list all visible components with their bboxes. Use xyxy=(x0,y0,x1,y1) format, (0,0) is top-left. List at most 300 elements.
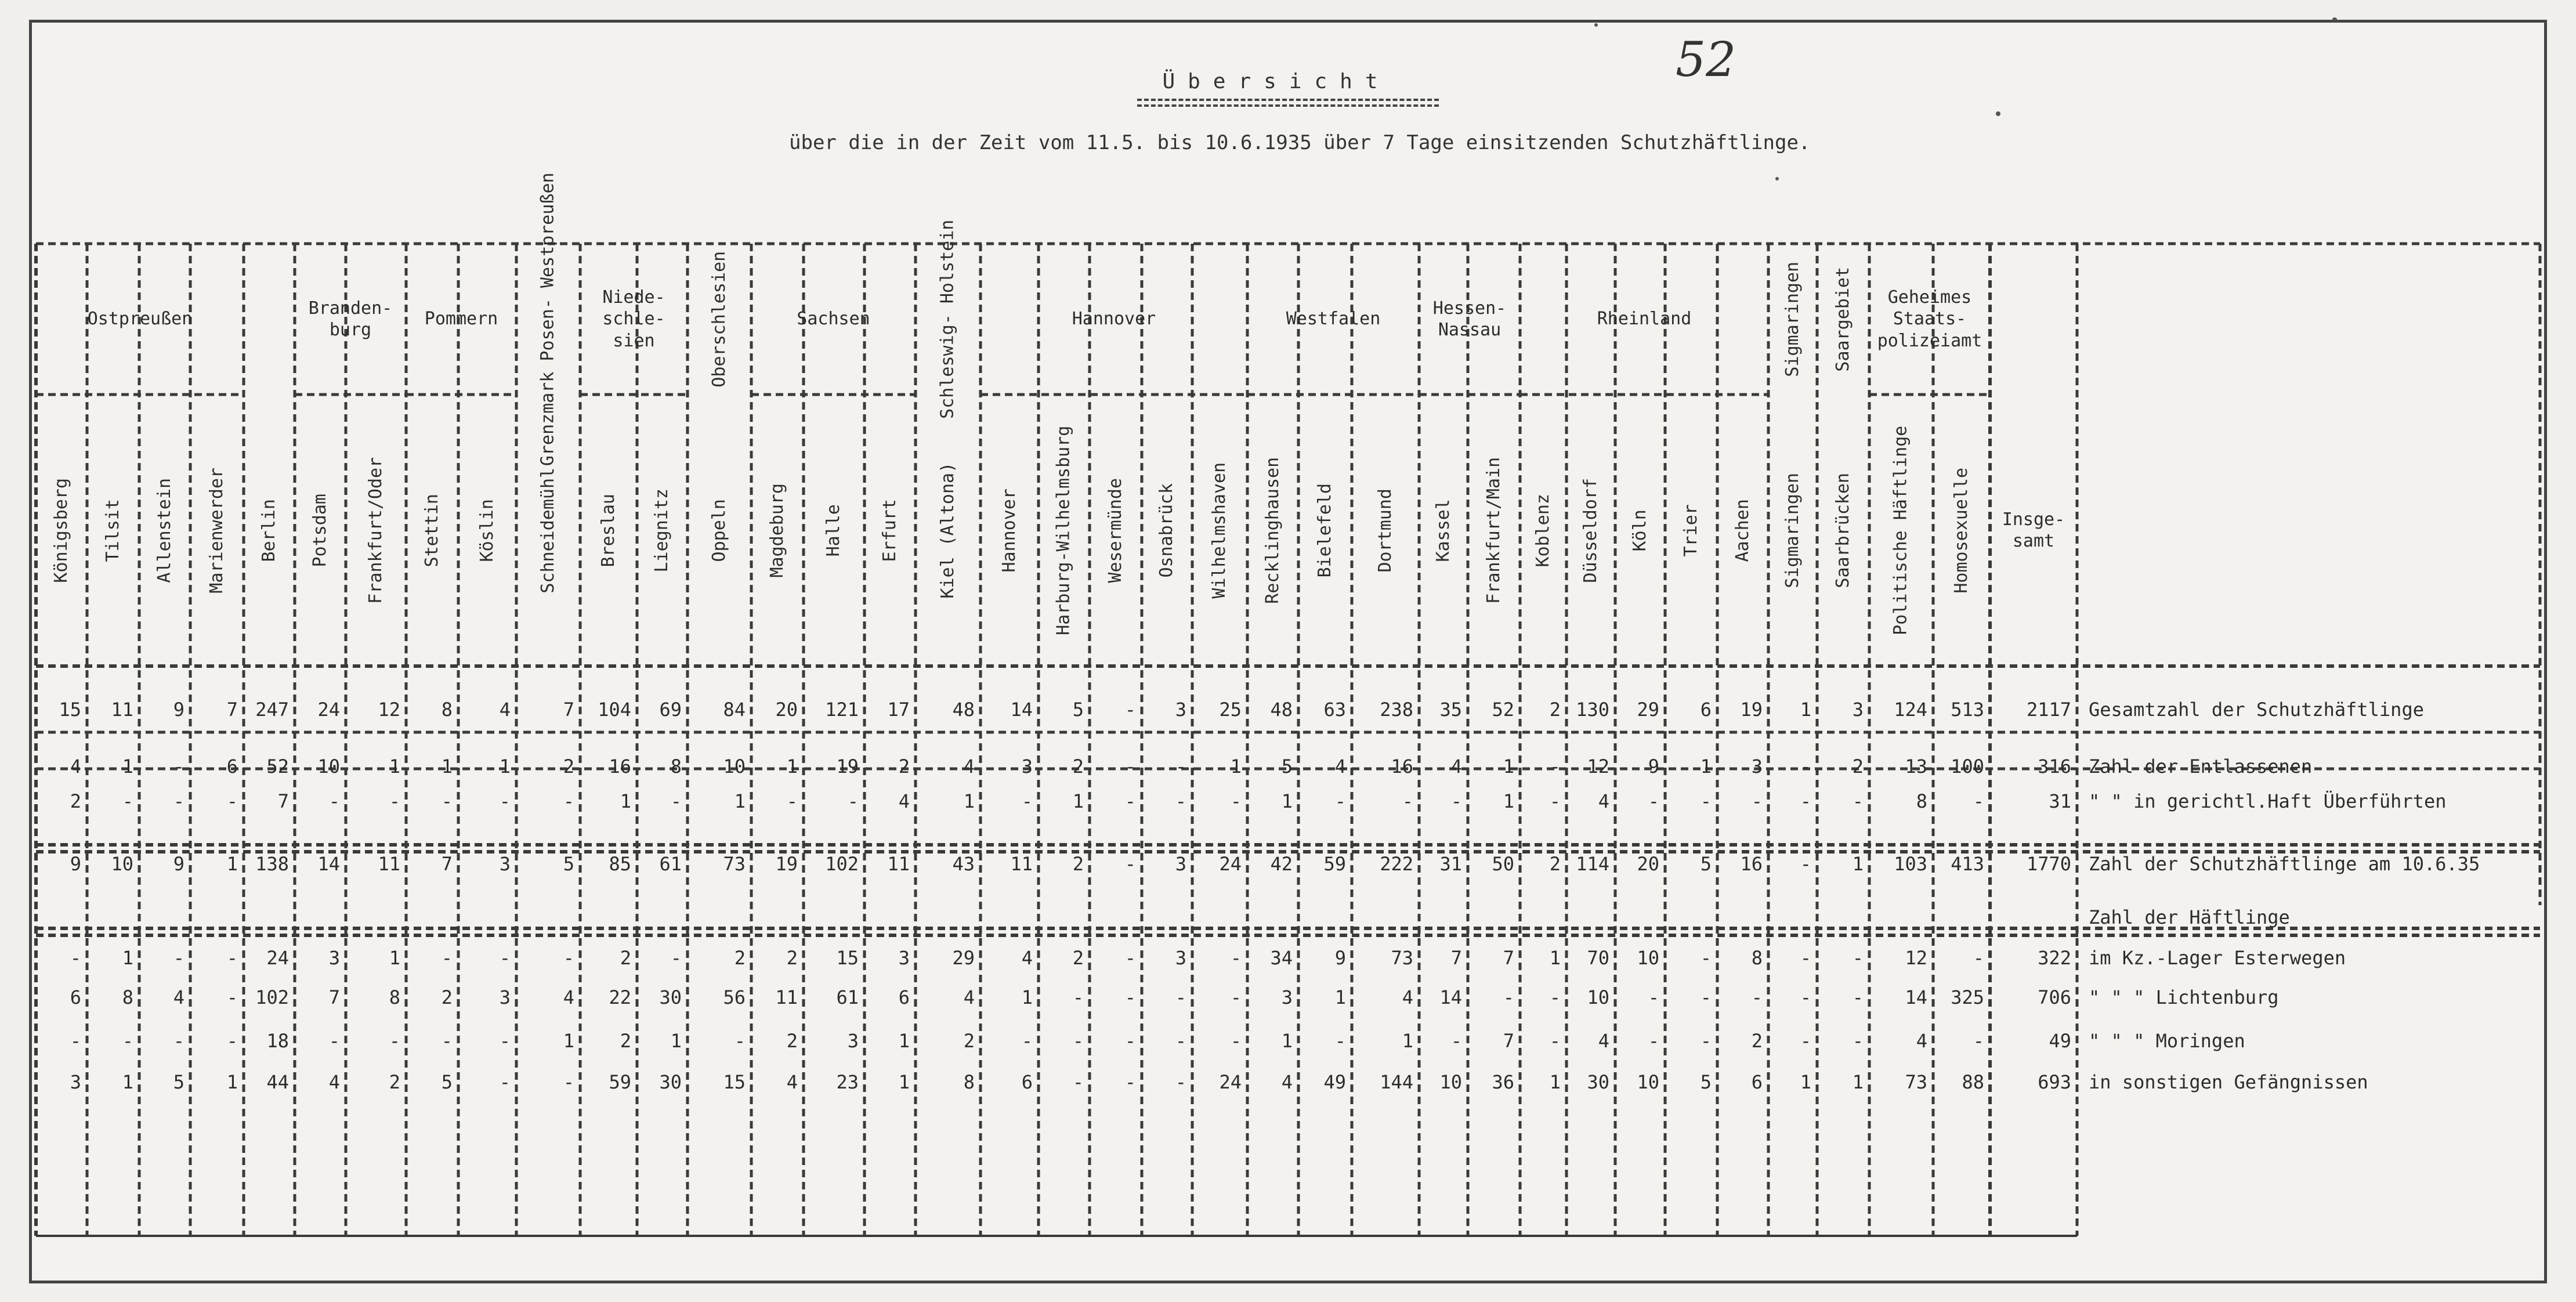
table-cell: 5 xyxy=(1700,853,1712,875)
table-cell: 2 xyxy=(963,1030,975,1052)
table-cell: - xyxy=(1175,986,1186,1008)
table-cell: - xyxy=(1175,1030,1186,1052)
table-cell: 1 xyxy=(122,1071,133,1093)
column-header xyxy=(406,395,458,666)
table-cell: - xyxy=(1124,947,1136,969)
table-cell: - xyxy=(122,790,133,812)
table-cell: 8 xyxy=(670,755,682,777)
table-cell: 11 xyxy=(1010,853,1033,875)
table-cell: - xyxy=(1852,1030,1864,1052)
table-cell: 2 xyxy=(786,1030,798,1052)
table-cell: 4 xyxy=(898,790,910,812)
table-cell: - xyxy=(1973,1030,1984,1052)
table-cell: 1 xyxy=(1334,986,1346,1008)
table-cell: 1 xyxy=(389,947,400,969)
table-cell: 30 xyxy=(1587,1071,1609,1093)
total-column-header: Insge- samt xyxy=(2002,509,2065,551)
table-cell: 325 xyxy=(1951,986,1984,1008)
table-cell: 6 xyxy=(898,986,910,1008)
column-header-label: Recklinghausen xyxy=(1262,457,1283,604)
table-cell: 73 xyxy=(1905,1071,1927,1093)
row-label: Gesamtzahl der Schutzhäftlinge xyxy=(2089,699,2424,721)
table-cell: - xyxy=(499,1030,511,1052)
column-header-label: Koblenz xyxy=(1532,493,1553,567)
table-cell: - xyxy=(1549,790,1561,812)
column-header xyxy=(244,395,295,666)
table-cell: - xyxy=(1334,790,1346,812)
table-cell: 6 xyxy=(1751,1071,1763,1093)
table-cell: 8 xyxy=(441,699,453,721)
table-cell: - xyxy=(122,1030,133,1052)
table-cell: 1 xyxy=(1230,755,1242,777)
column-header-label: Kiel (Altona) xyxy=(937,462,958,599)
table-cell: - xyxy=(1800,947,1811,969)
column-header xyxy=(1817,395,1869,666)
column-header xyxy=(1665,395,1717,666)
column-header-label: Halle xyxy=(823,504,844,557)
table-cell: 18 xyxy=(266,1030,289,1052)
document-title: Übersicht xyxy=(1162,70,1391,93)
table-cell: 2 xyxy=(1549,853,1561,875)
table-cell: 2 xyxy=(1751,1030,1763,1052)
column-header-label: Bielefeld xyxy=(1314,483,1335,578)
table-cell: 2 xyxy=(1072,755,1084,777)
table-cell: 12 xyxy=(378,699,400,721)
table-cell: - xyxy=(1700,986,1712,1008)
table-cell: 9 xyxy=(70,853,81,875)
column-header-label: Königsberg xyxy=(50,478,71,583)
table-cell: 7 xyxy=(441,853,453,875)
column-header xyxy=(1298,395,1352,666)
column-header-label: Stettin xyxy=(421,493,442,567)
group-header: Hannover xyxy=(1072,309,1156,330)
total-cell: 31 xyxy=(2049,790,2071,812)
table-cell: 4 xyxy=(786,1071,798,1093)
row-label: Zahl der Entlassenen xyxy=(2089,755,2313,777)
table-cell: 4 xyxy=(70,755,81,777)
table-cell: - xyxy=(1700,1030,1712,1052)
column-header xyxy=(1615,395,1665,666)
table-cell: 222 xyxy=(1380,853,1413,875)
table-cell: 44 xyxy=(266,1071,289,1093)
table-cell: - xyxy=(1124,790,1136,812)
table-cell: - xyxy=(499,1071,511,1093)
table-cell: 3 xyxy=(1021,755,1033,777)
table-cell: 29 xyxy=(1637,699,1659,721)
table-cell: 2 xyxy=(620,947,631,969)
group-column-header xyxy=(1817,244,1869,395)
table-cell: - xyxy=(441,1030,453,1052)
table-cell: 1 xyxy=(441,755,453,777)
table-cell: 5 xyxy=(1281,755,1293,777)
column-header xyxy=(637,395,688,666)
row-label: " " " Moringen xyxy=(2089,1030,2245,1052)
group-header: Niede- schle- sien xyxy=(602,287,665,351)
table-cell: - xyxy=(1072,1071,1084,1093)
group-column-header xyxy=(1768,244,1817,395)
total-cell: 316 xyxy=(2038,755,2071,777)
table-cell: - xyxy=(70,947,81,969)
column-header xyxy=(458,395,516,666)
table-cell: - xyxy=(1175,755,1186,777)
column-header xyxy=(864,395,916,666)
group-header: Branden- burg xyxy=(308,298,393,340)
table-cell: 3 xyxy=(1175,699,1186,721)
row-label: in sonstigen Gefängnissen xyxy=(2089,1071,2368,1093)
row-label: im Kz.-Lager Esterwegen xyxy=(2089,947,2346,969)
table-cell: 7 xyxy=(226,699,238,721)
table-cell: 1 xyxy=(1281,790,1293,812)
table-cell: - xyxy=(1700,947,1712,969)
table-cell: 2 xyxy=(1072,853,1084,875)
column-header xyxy=(1192,395,1247,666)
total-cell: 706 xyxy=(2038,986,2071,1008)
table-cell: 4 xyxy=(328,1071,340,1093)
total-cell: 322 xyxy=(2038,947,2071,969)
table-cell: - xyxy=(173,790,184,812)
table-cell: 19 xyxy=(836,755,859,777)
table-cell: 1 xyxy=(1800,699,1811,721)
group-column-header-label: Saargebiet xyxy=(1832,266,1853,372)
table-cell: 14 xyxy=(1010,699,1033,721)
table-cell: 48 xyxy=(952,699,975,721)
column-header xyxy=(1352,395,1419,666)
column-header xyxy=(1468,395,1520,666)
table-cell: 9 xyxy=(173,853,184,875)
table-cell: 10 xyxy=(317,755,340,777)
table-cell: 43 xyxy=(952,853,975,875)
scan-speck xyxy=(1775,177,1779,180)
total-cell: 49 xyxy=(2049,1030,2071,1052)
table-cell: 1 xyxy=(898,1030,910,1052)
table-cell: - xyxy=(847,790,859,812)
group-header: Hessen- Nassau xyxy=(1432,298,1507,340)
table-cell: 8 xyxy=(1916,790,1927,812)
table-cell: 3 xyxy=(70,1071,81,1093)
table-cell: 1 xyxy=(1800,1071,1811,1093)
table-cell: 59 xyxy=(609,1071,631,1093)
group-column-header xyxy=(688,244,751,395)
table-cell: - xyxy=(1230,790,1242,812)
table-cell: 4 xyxy=(1598,790,1609,812)
column-header xyxy=(1869,395,1933,666)
column-header xyxy=(688,395,751,666)
table-cell: - xyxy=(1402,790,1413,812)
table-cell: 8 xyxy=(389,986,400,1008)
column-header xyxy=(295,395,346,666)
table-cell: - xyxy=(1549,986,1561,1008)
table-cell: 14 xyxy=(1905,986,1927,1008)
table-cell: 84 xyxy=(723,699,746,721)
table-cell: 4 xyxy=(963,755,975,777)
table-cell: - xyxy=(441,947,453,969)
group-header: Sachsen xyxy=(797,309,870,330)
column-header-label: Harburg-Wilhelmsburg xyxy=(1053,425,1074,635)
table-cell: 1 xyxy=(898,1071,910,1093)
table-cell: 10 xyxy=(1637,1071,1659,1093)
table-cell: 4 xyxy=(1598,1030,1609,1052)
table-cell: 3 xyxy=(898,947,910,969)
column-header xyxy=(139,395,190,666)
table-cell: 1 xyxy=(226,853,238,875)
table-cell: - xyxy=(328,1030,340,1052)
column-header-label: Kassel xyxy=(1432,498,1453,562)
group-column-header xyxy=(916,219,981,419)
table-cell: 2 xyxy=(563,755,574,777)
table-cell: 130 xyxy=(1576,699,1609,721)
column-header-label: Trier xyxy=(1680,504,1701,557)
table-cell: 5 xyxy=(563,853,574,875)
column-header xyxy=(516,395,580,666)
table-cell: 1 xyxy=(1072,790,1084,812)
column-header-label: Erfurt xyxy=(879,498,900,562)
group-column-header-label: Sigmaringen xyxy=(1782,261,1803,377)
table-cell: 61 xyxy=(836,986,859,1008)
table-cell: 24 xyxy=(1219,1071,1242,1093)
row-label: " " in gerichtl.Haft Überführten xyxy=(2089,790,2447,812)
column-header xyxy=(580,395,637,666)
table-cell: 61 xyxy=(659,853,682,875)
table-cell: 6 xyxy=(226,755,238,777)
table-cell: 1 xyxy=(1700,755,1712,777)
column-header-label: Liegnitz xyxy=(652,488,672,573)
column-header xyxy=(1717,395,1768,666)
table-cell: 29 xyxy=(952,947,975,969)
table-cell: 4 xyxy=(1402,986,1413,1008)
table-cell: 8 xyxy=(122,986,133,1008)
table-cell: 3 xyxy=(847,1030,859,1052)
table-cell: 52 xyxy=(1492,699,1514,721)
table-cell: 4 xyxy=(499,699,511,721)
table-cell: - xyxy=(328,790,340,812)
column-header xyxy=(1566,395,1615,666)
table-cell: 50 xyxy=(1492,853,1514,875)
scan-speck xyxy=(1996,111,2000,116)
table-cell: 3 xyxy=(1175,853,1186,875)
table-cell: 4 xyxy=(1916,1030,1927,1052)
column-header-label: Osnabrück xyxy=(1156,483,1177,578)
table-cell: - xyxy=(1549,755,1561,777)
table-cell: 36 xyxy=(1492,1071,1514,1093)
table-cell: 1 xyxy=(963,790,975,812)
table-cell: - xyxy=(173,1030,184,1052)
table-cell: 3 xyxy=(499,986,511,1008)
table-cell: 2 xyxy=(389,1071,400,1093)
column-header xyxy=(87,395,139,666)
table-cell: - xyxy=(1124,853,1136,875)
table-cell: 73 xyxy=(723,853,746,875)
table-cell: - xyxy=(1124,986,1136,1008)
table-cell: 73 xyxy=(1391,947,1413,969)
table-cell: - xyxy=(1700,790,1712,812)
table-cell: 30 xyxy=(659,986,682,1008)
table-cell: 70 xyxy=(1587,947,1609,969)
table-cell: 10 xyxy=(723,755,746,777)
table-cell: 2 xyxy=(1549,699,1561,721)
table-cell: - xyxy=(563,790,574,812)
column-header-label: Oppeln xyxy=(708,498,729,562)
table-cell: 9 xyxy=(173,699,184,721)
table-cell: 6 xyxy=(70,986,81,1008)
row-label: " " " Lichtenburg xyxy=(2089,986,2279,1008)
scan-speck xyxy=(2332,17,2337,21)
table-cell: 413 xyxy=(1951,853,1984,875)
column-header-label: Frankfurt/Oder xyxy=(365,457,386,604)
column-header xyxy=(1039,395,1090,666)
table-cell: - xyxy=(1648,1030,1659,1052)
table-cell: 4 xyxy=(1281,1071,1293,1093)
table-cell: - xyxy=(1450,790,1462,812)
table-cell: - xyxy=(226,986,238,1008)
table-cell: 103 xyxy=(1894,853,1927,875)
group-header: Westfalen xyxy=(1286,309,1381,330)
column-header xyxy=(1090,395,1142,666)
table-cell: - xyxy=(734,1030,746,1052)
table-cell: 1 xyxy=(670,1030,682,1052)
column-header-label: Sigmaringen xyxy=(1782,472,1803,588)
table-cell: 10 xyxy=(1587,986,1609,1008)
table-cell: 100 xyxy=(1951,755,1984,777)
group-column-header-label: Schleswig- Holstein xyxy=(937,219,958,419)
table-cell: 8 xyxy=(1751,947,1763,969)
table-cell: - xyxy=(1072,1030,1084,1052)
table-cell: 7 xyxy=(328,986,340,1008)
table-cell: 5 xyxy=(173,1071,184,1093)
table-cell: 59 xyxy=(1323,853,1346,875)
table-cell: 238 xyxy=(1380,699,1413,721)
table-cell: - xyxy=(1124,1071,1136,1093)
column-header-label: Magdeburg xyxy=(766,483,787,578)
table-cell: 1 xyxy=(1549,947,1561,969)
table-cell: 24 xyxy=(266,947,289,969)
table-cell: - xyxy=(670,947,682,969)
table-cell: 7 xyxy=(277,790,289,812)
table-cell: - xyxy=(1800,790,1811,812)
row-label: Zahl der Schutzhäftlinge am 10.6.35 xyxy=(2089,853,2480,875)
table-cell: - xyxy=(226,790,238,812)
table-cell: 1 xyxy=(734,790,746,812)
column-header-label: Wesermünde xyxy=(1105,478,1126,583)
table-cell: - xyxy=(70,1030,81,1052)
column-header xyxy=(190,395,244,666)
table-cell: - xyxy=(1175,790,1186,812)
table-cell: 1 xyxy=(1402,1030,1413,1052)
table-cell: 15 xyxy=(723,1071,746,1093)
table-cell: 3 xyxy=(1852,699,1864,721)
total-cell: 1770 xyxy=(2026,853,2071,875)
table-cell: 4 xyxy=(1021,947,1033,969)
table-cell: 2 xyxy=(898,755,910,777)
table-cell: 1 xyxy=(389,755,400,777)
column-header-label: Dortmund xyxy=(1374,488,1395,573)
table-cell: 3 xyxy=(328,947,340,969)
table-cell: 1 xyxy=(786,755,798,777)
table-cell: 17 xyxy=(887,699,910,721)
column-header-label: Wilhelmshaven xyxy=(1209,462,1230,599)
table-cell: 2 xyxy=(734,947,746,969)
table-cell: 7 xyxy=(1503,1030,1514,1052)
table-cell: - xyxy=(1973,790,1984,812)
column-header xyxy=(1768,395,1817,666)
table-cell: - xyxy=(1648,986,1659,1008)
column-header xyxy=(916,395,981,666)
column-header-label: Köslin xyxy=(476,498,497,562)
table-cell: 1 xyxy=(1852,1071,1864,1093)
table-cell: 19 xyxy=(1740,699,1763,721)
table-cell: - xyxy=(563,947,574,969)
table-cell: 138 xyxy=(255,853,289,875)
table-cell: 1 xyxy=(1503,755,1514,777)
table-cell: 15 xyxy=(59,699,81,721)
scan-speck xyxy=(1594,23,1598,27)
table-cell: 85 xyxy=(609,853,631,875)
column-header-label: Potsdam xyxy=(309,493,330,567)
column-header-label: Tilsit xyxy=(102,498,123,562)
column-header-label: Politische Häftlinge xyxy=(1890,425,1911,635)
table-cell: - xyxy=(226,1030,238,1052)
table-cell: 3 xyxy=(1751,755,1763,777)
table-cell: 34 xyxy=(1270,947,1293,969)
table-cell: 4 xyxy=(1334,755,1346,777)
table-cell: 2 xyxy=(786,947,798,969)
column-header xyxy=(36,395,87,666)
table-cell: 11 xyxy=(887,853,910,875)
column-header-label: Düsseldorf xyxy=(1580,478,1601,583)
table-cell: 2 xyxy=(441,986,453,1008)
table-cell: - xyxy=(1230,1030,1242,1052)
table-cell: 63 xyxy=(1323,699,1346,721)
page-number: 52 xyxy=(1676,32,1736,88)
table-cell: 52 xyxy=(266,755,289,777)
table-cell: - xyxy=(1751,790,1763,812)
table-cell: 4 xyxy=(963,986,975,1008)
table-cell: 144 xyxy=(1380,1071,1413,1093)
table-cell: 1 xyxy=(1852,853,1864,875)
table-cell: 24 xyxy=(317,699,340,721)
table-cell: 88 xyxy=(1962,1071,1984,1093)
table-cell: 9 xyxy=(1648,755,1659,777)
table-cell: 513 xyxy=(1951,699,1984,721)
table-cell: 3 xyxy=(499,853,511,875)
table-cell: 31 xyxy=(1439,853,1462,875)
table-cell: 20 xyxy=(775,699,798,721)
column-header-label: Frankfurt/Main xyxy=(1483,457,1504,604)
table-cell: 1 xyxy=(122,755,133,777)
table-cell: 3 xyxy=(1175,947,1186,969)
column-header xyxy=(1520,395,1566,666)
table-cell: - xyxy=(1852,947,1864,969)
table-cell: - xyxy=(1175,1071,1186,1093)
table-cell: - xyxy=(173,755,184,777)
table-cell: 69 xyxy=(659,699,682,721)
table-cell: 16 xyxy=(609,755,631,777)
table-cell: 7 xyxy=(1503,947,1514,969)
table-cell: 22 xyxy=(609,986,631,1008)
table-cell: 1 xyxy=(620,790,631,812)
table-cell: 1 xyxy=(563,1030,574,1052)
table-cell: - xyxy=(1648,790,1659,812)
table-cell: 104 xyxy=(598,699,631,721)
table-cell: 20 xyxy=(1637,853,1659,875)
table-cell: 48 xyxy=(1270,699,1293,721)
table-cell: 2 xyxy=(1072,947,1084,969)
table-cell: 1 xyxy=(1281,1030,1293,1052)
table-cell: - xyxy=(1973,947,1984,969)
table-cell: 8 xyxy=(963,1071,975,1093)
table-cell: - xyxy=(226,947,238,969)
table-cell: 1 xyxy=(1549,1071,1561,1093)
column-header-label: Breslau xyxy=(598,493,618,567)
